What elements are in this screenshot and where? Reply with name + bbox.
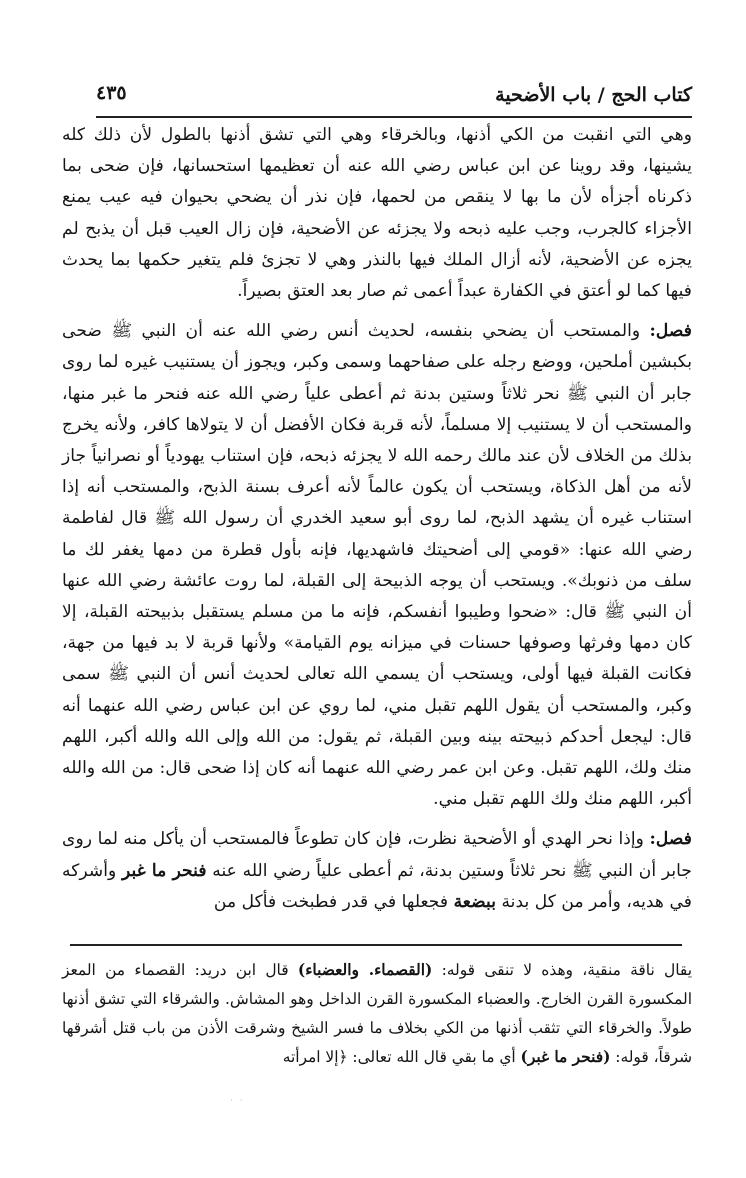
running-header: [96, 80, 692, 114]
paragraph-2: [62, 316, 692, 815]
page-number: ٤٣٥: [96, 82, 127, 104]
paragraph-1: وهي التي انقبت من الكي أذنها، وبالخرقاء وهي التي تشق أذنها بالطول لأن ذلك كله يشينها، وقد روينا عن ابن عباس رضي الله عنه أن تعظيمها استحسانها، فإن ضحى بما ذكرناه أجزأه لأن ما بها لا ينقص من لحمها، فإن نذر أن يضحي بحيوان فيه عيب يمنع الأجزاء كالجرب، وجب عليه ذبحه ولا يجزئه عن الأضحية، فإن زال العيب قبل أن يذبح لم يجزه عن الأضحية، لأنه أزال الملك فيها بالنذر وهي لا تجزئ فلم يتغير حكمها بما يحدث فيها كما لو أعتق في الكفارة عبداً أعمى ثم صار بعد العتق بصيراً.: [62, 125, 692, 302]
bold-term: (فنحر ما غبر): [520, 1048, 611, 1066]
bold-term: (القصماء. والعضباء): [297, 961, 433, 979]
scan-mark: · ·: [230, 1096, 245, 1106]
bold-term: ببضعة: [453, 891, 496, 912]
footnote-text: قال ابن دريد: القصماء من المعز المكسورة القرن الخارج. والعضباء المكسورة القرن الداخل وهو المشاش. والشرقاء التي تشق أذنها طولاً. والخرقاء التي تثقب أذنها من الكي بخلاف ما فسر الشيخ وشرقت الأذن من باب قتل أشرقها شرقاً، قوله:: [62, 961, 692, 1066]
paragraph-3: [62, 824, 692, 918]
section-label: فصل:: [649, 321, 692, 342]
main-text: [62, 120, 692, 918]
chapter-title: كتاب الحج / باب الأضحية: [495, 84, 692, 106]
footnote-text: يقال ناقة منقية، وهذه لا تنقى قوله:: [432, 961, 692, 979]
paragraph-2-text: والمستحب أن يضحي بنفسه، لحديث أنس رضي الله عنه أن النبي ﷺ ضحى بكبشين أملحين، ووضع رجله على صفاحهما وسمى وكبر، ويجوز أن يستنيب غيره لما روى جابر أن النبي ﷺ نحر ثلاثاً وستين بدنة ثم أعطى علياً رضي الله عنه فنحر ما غبر منها، والمستحب أن لا يستنيب إلا مسلماً، لأنه قربة فكان الأفضل أن لا يتولاها كافر، ولأنه يخرج بذلك من الخلاف لأن عند مالك رحمه الله لا يجزئه ذبحه، فإن استناب يهودياً أو نصرانياً جاز لأنه من أهل الذكاة، ويستحب أن يكون عالماً لأنه أعرف بسنة الذبح، والمستحب أنه إذا استناب غيره أن يشهد الذبح، لما روى أبو سعيد الخدري أن رسول الله ﷺ قال لفاطمة رضي الله عنها: «قومي إلى أضحيتك فاشهديها، فإنه بأول قطرة من دمها يغفر لك ما سلف من ذنوبك». ويستحب أن يوجه الذبيحة إلى القبلة، لما روت عائشة رضي الله عنها أن النبي ﷺ قال: «ضحوا وطيبوا أنفسكم، فإنه ما من مسلم يستقبل بذبيحته القبلة، إلا كان دمها وفرثها وصوفها حسنات في ميزانه يوم القيامة» ولأنها قربة لا بد فيها من جهة، فكانت القبلة فيها أولى، ويستحب أن يسمي الله تعالى لحديث أنس أن النبي ﷺ سمى وكبر، والمستحب أن يقول اللهم تقبل مني، لما روي عن ابن عباس رضي الله عنهما أنه قال: ليجعل أحدكم ذبيحته بينه وبين القبلة، ثم يقول: من الله وإلى الله والله أكبر، اللهم منك ولك، اللهم تقبل. وعن ابن عمر رضي الله عنهما أنه كان إذا ضحى قال: من الله والله أكبر، اللهم منك ولك اللهم تقبل مني.: [62, 321, 692, 810]
section-label: فصل:: [649, 829, 692, 850]
footnote-divider: [70, 944, 682, 946]
footnote-text: أي ما بقي قال الله تعالى: ﴿إلا امرأته: [282, 1048, 521, 1066]
paragraph-3-text: فجعلها في قدر فطبخت فأكل من: [213, 891, 454, 912]
footnote-paragraph: [62, 956, 692, 1072]
paragraph-3-text: وأشركه في هديه، وأمر من كل بدنة: [62, 860, 692, 912]
paragraph-3-text: وإذا نحر الهدي أو الأضحية نظرت، فإن كان تطوعاً فالمستحب أن يأكل منه لما روى جابر أن النبي ﷺ نحر ثلاثاً وستين بدنة، ثم أعطى علياً رضي الله عنه: [62, 829, 692, 881]
bold-term: فنحر ما غبر: [122, 860, 207, 881]
header-divider: [96, 116, 692, 118]
footnote: [62, 956, 692, 1072]
